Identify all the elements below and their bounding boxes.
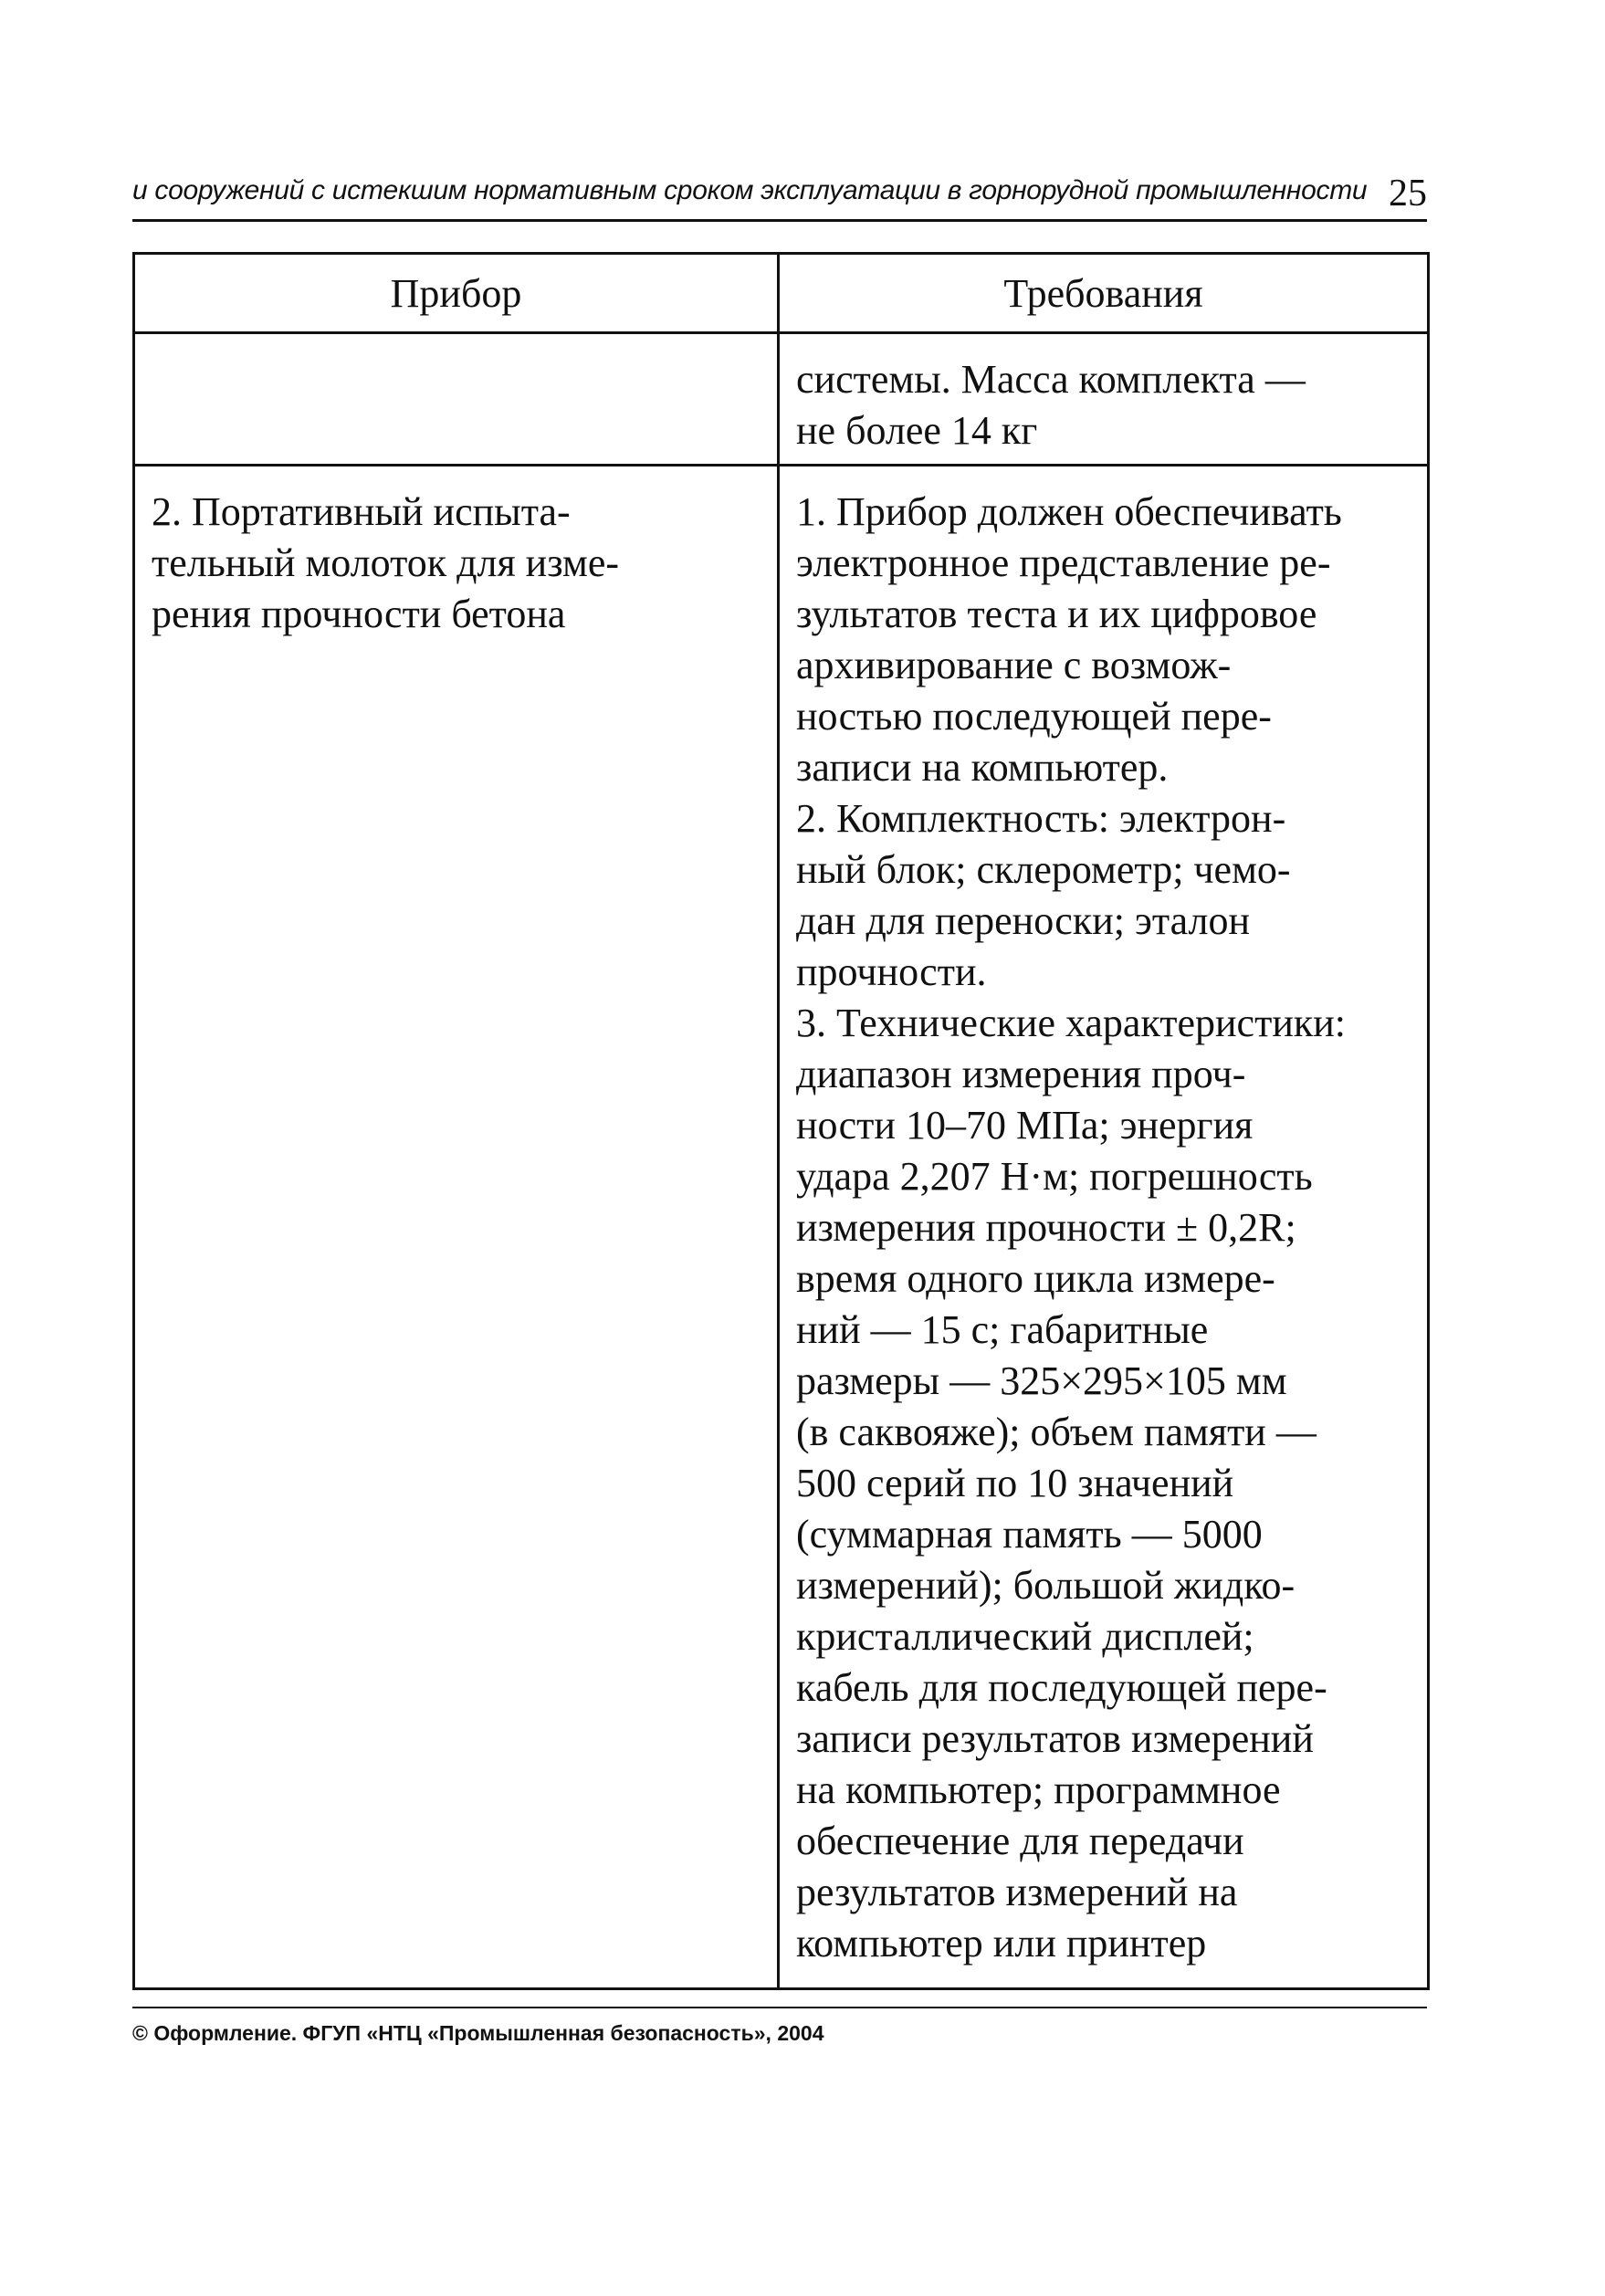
table-header-row (134, 254, 1429, 333)
requirements-cell (779, 333, 1429, 466)
running-header (132, 172, 1427, 222)
table-row (134, 466, 1429, 1989)
table-row (134, 333, 1429, 466)
copyright-note: © Оформление. ФГУП «НТЦ «Промышленная безопасность», 2004 (132, 2021, 824, 2045)
column-header-requirements: Требования (779, 254, 1429, 333)
requirements-table (132, 252, 1430, 1990)
device-cell (134, 333, 779, 466)
requirements-cell (779, 466, 1429, 1989)
requirements-text: системы. Масса комплекта — не более 14 кг (796, 357, 1306, 453)
column-header-device: Прибор (134, 254, 779, 333)
requirements-text: 1. Прибор должен обеспечивать электронное представление ре- зультатов теста и их цифровое архивирование с возмож- ностью последующей пере- записи на компьютер. 2. Комплектность: электрон- ный блок; склерометр; чемо- дан для переноски; эталон прочности. 3. Технические характеристики: диапазон измерения проч- ности 10–70 МПа; энергия удара 2,207 Н·м; погрешность измерения прочности ± 0,2R; время одного цикла измере- ний — 15 с; габаритные размеры — 325×295×105 мм (в саквояже); объем памяти — 500 серий по 10 значений (суммарная память — 5000 измерений); большой жидко- кристаллический дисплей; кабель для последующей пере- записи результатов измерений на компьютер; программное обеспечение для передачи результатов измерений на компьютер или принтер (796, 489, 1347, 1966)
device-cell (134, 466, 779, 1989)
page-number: 25 (1389, 173, 1427, 215)
running-title: и сооружений с истекшим нормативным сроком эксплуатации в горнорудной промышленности (132, 175, 1368, 205)
device-text: 2. Портативный испыта- тельный молоток для изме- рения прочности бетона (152, 489, 620, 636)
footer-divider (132, 2007, 1427, 2008)
